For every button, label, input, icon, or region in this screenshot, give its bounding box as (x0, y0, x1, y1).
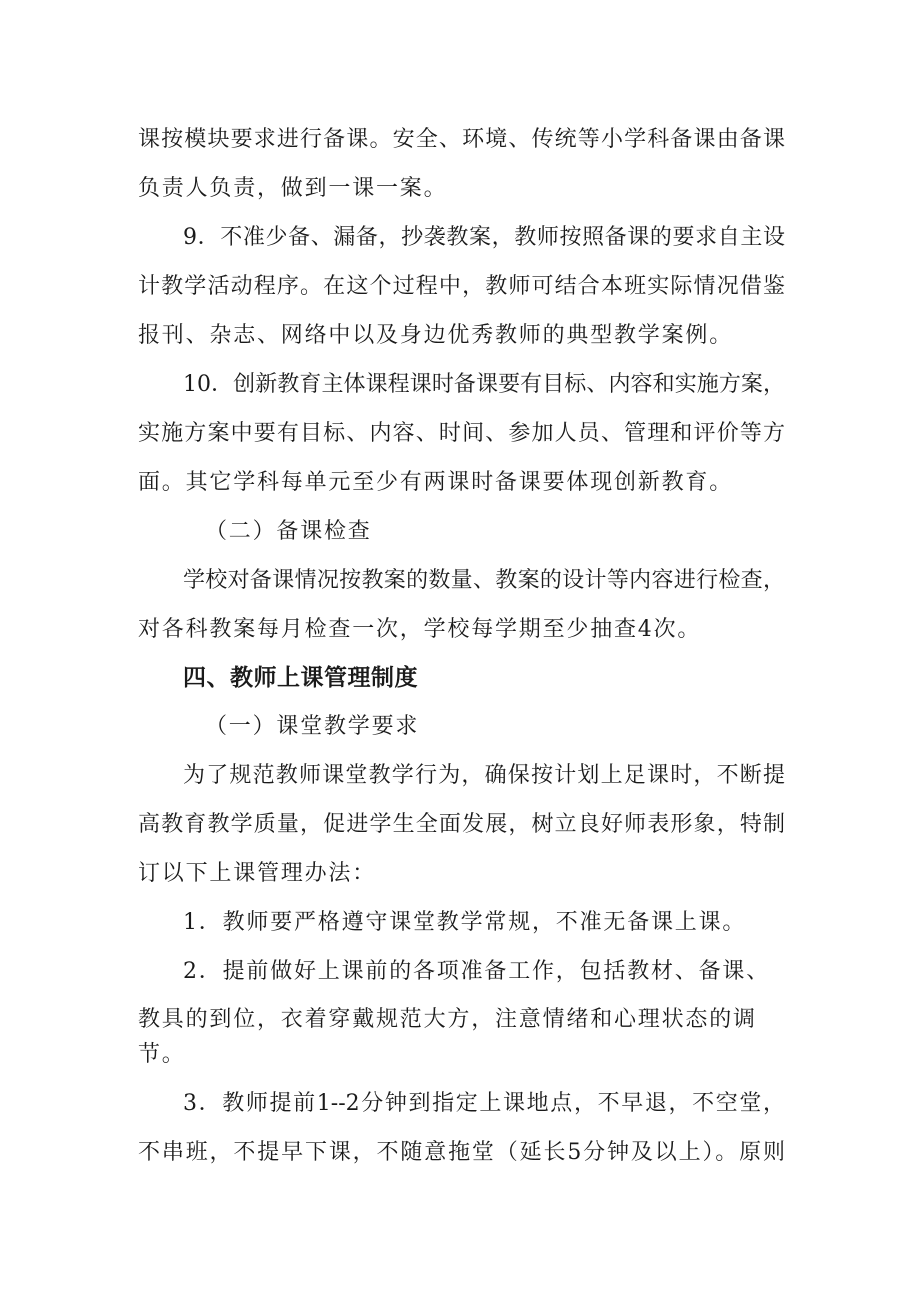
paragraph-line: 报刊、杂志、网络中以及身边优秀教师的典型教学案例。 (138, 323, 734, 348)
paragraph-line: 节。 (138, 1042, 186, 1067)
item-3-line: 3．教师提前1--2分钟到指定上课地点，不早退，不空堂， (183, 1091, 785, 1116)
paragraph-line: 订以下上课管理办法： (138, 861, 377, 886)
paragraph-line: 为了规范教师课堂教学行为，确保按计划上足课时，不断提 (183, 763, 785, 788)
paragraph-line: 面。其它学科每单元至少有两课时备课要体现创新教育。 (138, 470, 734, 495)
paragraph-line: 计教学活动程序。在这个过程中，教师可结合本班实际情况借鉴 (138, 274, 785, 299)
paragraph-line: 实施方案中要有目标、内容、时间、参加人员、管理和评价等方 (138, 421, 785, 446)
item-2-line: 2．提前做好上课前的各项准备工作，包括教材、备课、 (183, 959, 770, 984)
section-heading: 四、教师上课管理制度 (183, 665, 418, 691)
item-1-line: 1．教师要严格遵守课堂教学常规，不准无备课上课。 (183, 910, 747, 935)
paragraph-line: 高教育教学质量，促进学生全面发展，树立良好师表形象，特制 (138, 812, 785, 837)
paragraph-line: 不串班，不提早下课，不随意拖堂（延长5分钟及以上）。原则 (138, 1140, 785, 1165)
paragraph-line: 课按模块要求进行备课。安全、环境、传统等小学科备课由备课 (138, 127, 785, 152)
subsection-title: （二）备课检查 (205, 519, 372, 544)
paragraph-line: 负责人负责，做到一课一案。 (138, 176, 448, 201)
item-10-line: 10．创新教育主体课程课时备课要有目标、内容和实施方案， (183, 372, 785, 397)
paragraph-line: 学校对备课情况按教案的数量、教案的设计等内容进行检查， (183, 568, 785, 593)
paragraph-line: 教具的到位，衣着穿戴规范大方，注意情绪和心理状态的调 (138, 1007, 757, 1032)
paragraph-line: 对各科教案每月检查一次，学校每学期至少抽查4次。 (138, 617, 702, 642)
subsection-title: （一）课堂教学要求 (205, 714, 420, 739)
item-9-line: 9．不准少备、漏备，抄袭教案，教师按照备课的要求自主设 (183, 225, 785, 250)
